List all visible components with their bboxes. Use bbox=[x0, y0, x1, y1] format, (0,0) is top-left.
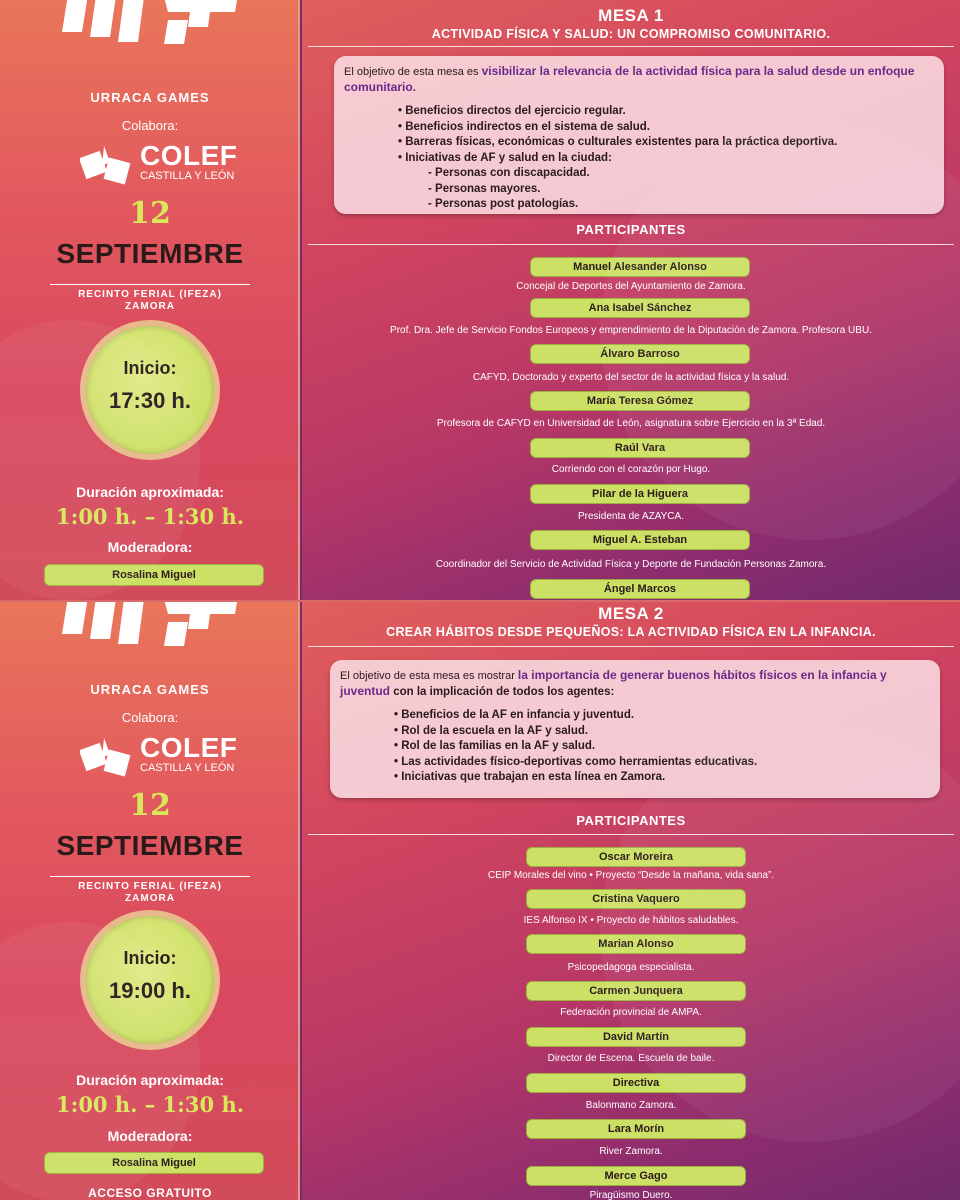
mesa-subtitle: CREAR HÁBITOS DESDE PEQUEÑOS: LA ACTIVIDAD FÍSICA EN LA INFANCIA. bbox=[386, 625, 876, 639]
bullet-item: • Iniciativas de AF y salud en la ciudad: bbox=[398, 151, 612, 164]
objective-box bbox=[330, 660, 940, 798]
participant-role: IES Alfonso IX • Proyecto de hábitos saludables. bbox=[523, 915, 739, 926]
divider bbox=[308, 646, 954, 647]
moderator-name: Rosalina Miguel bbox=[44, 1152, 264, 1174]
colef-logo bbox=[80, 140, 240, 190]
participant-name: Merce Gago bbox=[526, 1166, 746, 1186]
event-month: SEPTIEMBRE bbox=[56, 830, 244, 861]
participant-name: Miguel A. Esteban bbox=[530, 530, 750, 550]
participant-name: Lara Morín bbox=[526, 1119, 746, 1139]
start-time-badge bbox=[80, 320, 220, 460]
urraca-games-logo bbox=[60, 600, 250, 664]
participant-name: María Teresa Gómez bbox=[530, 391, 750, 411]
colef-emblem-icon bbox=[80, 736, 132, 778]
sub-bullets bbox=[428, 166, 934, 213]
brand-name: URRACA GAMES bbox=[90, 90, 210, 105]
participant-role: Concejal de Deportes del Ayuntamiento de Zamora. bbox=[516, 281, 746, 292]
participant-name: Cristina Vaquero bbox=[526, 889, 746, 909]
divider bbox=[308, 834, 954, 835]
duration-label: Duración aproximada: bbox=[76, 484, 224, 500]
bullet-item: • Rol de la escuela en la AF y salud. bbox=[394, 724, 589, 737]
divider bbox=[308, 244, 954, 245]
divider bbox=[308, 46, 954, 47]
sub-bullet-item: - Personas mayores. bbox=[428, 182, 541, 195]
event-day: 12 bbox=[129, 788, 171, 823]
moderator-label: Moderadora: bbox=[107, 1128, 193, 1144]
participant-role: CEIP Morales del vino • Proyecto “Desde la mañana, vida sana”. bbox=[487, 870, 775, 881]
bullet-item: • Las actividades físico-deportivas como herramientas educativas. bbox=[394, 755, 758, 768]
info-column bbox=[0, 602, 300, 1200]
free-access: ACCESO GRATUITO bbox=[88, 1186, 212, 1200]
bullet-item: • Beneficios directos del ejercicio regular. bbox=[398, 105, 626, 117]
bullet-item: • Rol de las familias en la AF y salud. bbox=[394, 740, 596, 752]
event-venue bbox=[50, 284, 250, 313]
urraca-games-logo bbox=[60, 0, 250, 62]
participant-role: Prof. Dra. Jefe de Servicio Fondos Europeos y emprendimiento de la Diputación de Zamora. Profesora UBU. bbox=[390, 325, 872, 336]
moderator-label: Moderadora: bbox=[107, 539, 193, 555]
objective-box bbox=[334, 56, 944, 214]
colef-emblem-icon bbox=[80, 144, 132, 186]
venue-line-2: ZAMORA bbox=[125, 893, 175, 904]
participants-title: PARTICIPANTES bbox=[576, 813, 686, 828]
event-day: 12 bbox=[129, 196, 171, 231]
duration-value: 1:00 h. – 1:30 h. bbox=[55, 1092, 245, 1117]
duration-label: Duración aproximada: bbox=[76, 1072, 224, 1088]
participant-role: Federación provincial de AMPA. bbox=[560, 1007, 702, 1018]
sub-bullet-item: - Personas con discapacidad. bbox=[428, 167, 590, 179]
participant-name: Manuel Alesander Alonso bbox=[530, 257, 750, 277]
colef-subtitle: CASTILLA Y LEÓN bbox=[140, 762, 235, 774]
mesa-title: MESA 1 bbox=[598, 6, 664, 25]
participant-name: Álvaro Barroso bbox=[530, 344, 750, 364]
info-column bbox=[0, 0, 300, 600]
participant-role: River Zamora. bbox=[599, 1146, 663, 1157]
participant-role: Profesora de CAFYD en Universidad de León, asignatura sobre Ejercicio en la 3ª Edad. bbox=[436, 418, 826, 429]
moderator-name: Rosalina Miguel bbox=[44, 564, 264, 586]
program-column bbox=[302, 0, 960, 600]
venue-line-1: RECINTO FERIAL (IFEZA) bbox=[78, 881, 222, 892]
start-label: Inicio: bbox=[123, 948, 177, 968]
venue-line-2: ZAMORA bbox=[125, 301, 175, 312]
poster-mesa-2 bbox=[0, 600, 960, 1200]
objective-bullets bbox=[394, 708, 930, 786]
bullet-item: • Barreras físicas, económicas o culturales existentes para la práctica deportiva. bbox=[398, 136, 838, 148]
participant-role: Psicopedagoga especialista. bbox=[567, 962, 695, 973]
sub-bullet-item: - Personas post patologías. bbox=[428, 198, 579, 210]
participant-role: Presidenta de AZAYCA. bbox=[578, 511, 684, 522]
start-time-badge bbox=[80, 910, 220, 1050]
participant-name: Oscar Moreira bbox=[526, 847, 746, 867]
objective-text: El objetivo de esta mesa es visibilizar la relevancia de la actividad física para la salud desde un enfoque comunitario. bbox=[344, 64, 915, 94]
participant-name: Raúl Vara bbox=[530, 438, 750, 458]
bullet-item: • Beneficios indirectos en el sistema de salud. bbox=[398, 120, 651, 133]
event-venue bbox=[50, 876, 250, 905]
brand-name: URRACA GAMES bbox=[90, 682, 210, 697]
participant-name: Marian Alonso bbox=[526, 934, 746, 954]
event-month: SEPTIEMBRE bbox=[56, 238, 244, 269]
mesa-subtitle: ACTIVIDAD FÍSICA Y SALUD: UN COMPROMISO COMUNITARIO. bbox=[431, 27, 831, 41]
colef-logo bbox=[80, 732, 240, 782]
participant-name: Ana Isabel Sánchez bbox=[530, 298, 750, 318]
objective-bullets bbox=[398, 104, 934, 213]
participant-role: Piragüismo Duero. bbox=[589, 1190, 673, 1200]
colabora-label: Colabora: bbox=[121, 118, 179, 133]
participant-role: Director de Escena. Escuela de baile. bbox=[547, 1053, 715, 1064]
participant-name: David Martín bbox=[526, 1027, 746, 1047]
participant-name: Directiva bbox=[526, 1073, 746, 1093]
participants-title: PARTICIPANTES bbox=[576, 222, 686, 237]
venue-line-1: RECINTO FERIAL (IFEZA) bbox=[78, 289, 222, 300]
participant-role: Corriendo con el corazón por Hugo. bbox=[551, 464, 711, 475]
colef-subtitle: CASTILLA Y LEÓN bbox=[140, 170, 235, 182]
colef-name: COLEF bbox=[140, 732, 238, 763]
participant-role: CAFYD, Doctorado y experto del sector de la actividad física y la salud. bbox=[472, 372, 790, 383]
bullet-item: • Iniciativas que trabajan en esta línea en Zamora. bbox=[394, 771, 666, 783]
participant-name: Pilar de la Higuera bbox=[530, 484, 750, 504]
participant-role: Balonmano Zamora. bbox=[585, 1100, 677, 1111]
objective-text: El objetivo de esta mesa es mostrar la importancia de generar buenos hábitos físicos en la infancia y juventud con la implicación de todos los agentes: bbox=[340, 668, 887, 698]
mesa-title: MESA 2 bbox=[598, 604, 664, 623]
colabora-label: Colabora: bbox=[121, 710, 179, 725]
bullet-item: • Beneficios de la AF en infancia y juventud. bbox=[394, 709, 635, 721]
participant-name: Carmen Junquera bbox=[526, 981, 746, 1001]
program-column bbox=[302, 602, 960, 1200]
start-time: 17:30 h. bbox=[109, 388, 191, 413]
start-time: 19:00 h. bbox=[109, 978, 191, 1003]
duration-value: 1:00 h. – 1:30 h. bbox=[55, 504, 245, 529]
participant-role: Coordinador del Servicio de Actividad Física y Deporte de Fundación Personas Zamora. bbox=[435, 559, 827, 570]
colef-name: COLEF bbox=[140, 140, 238, 171]
start-label: Inicio: bbox=[123, 358, 177, 378]
participant-name: Ángel Marcos bbox=[530, 579, 750, 599]
